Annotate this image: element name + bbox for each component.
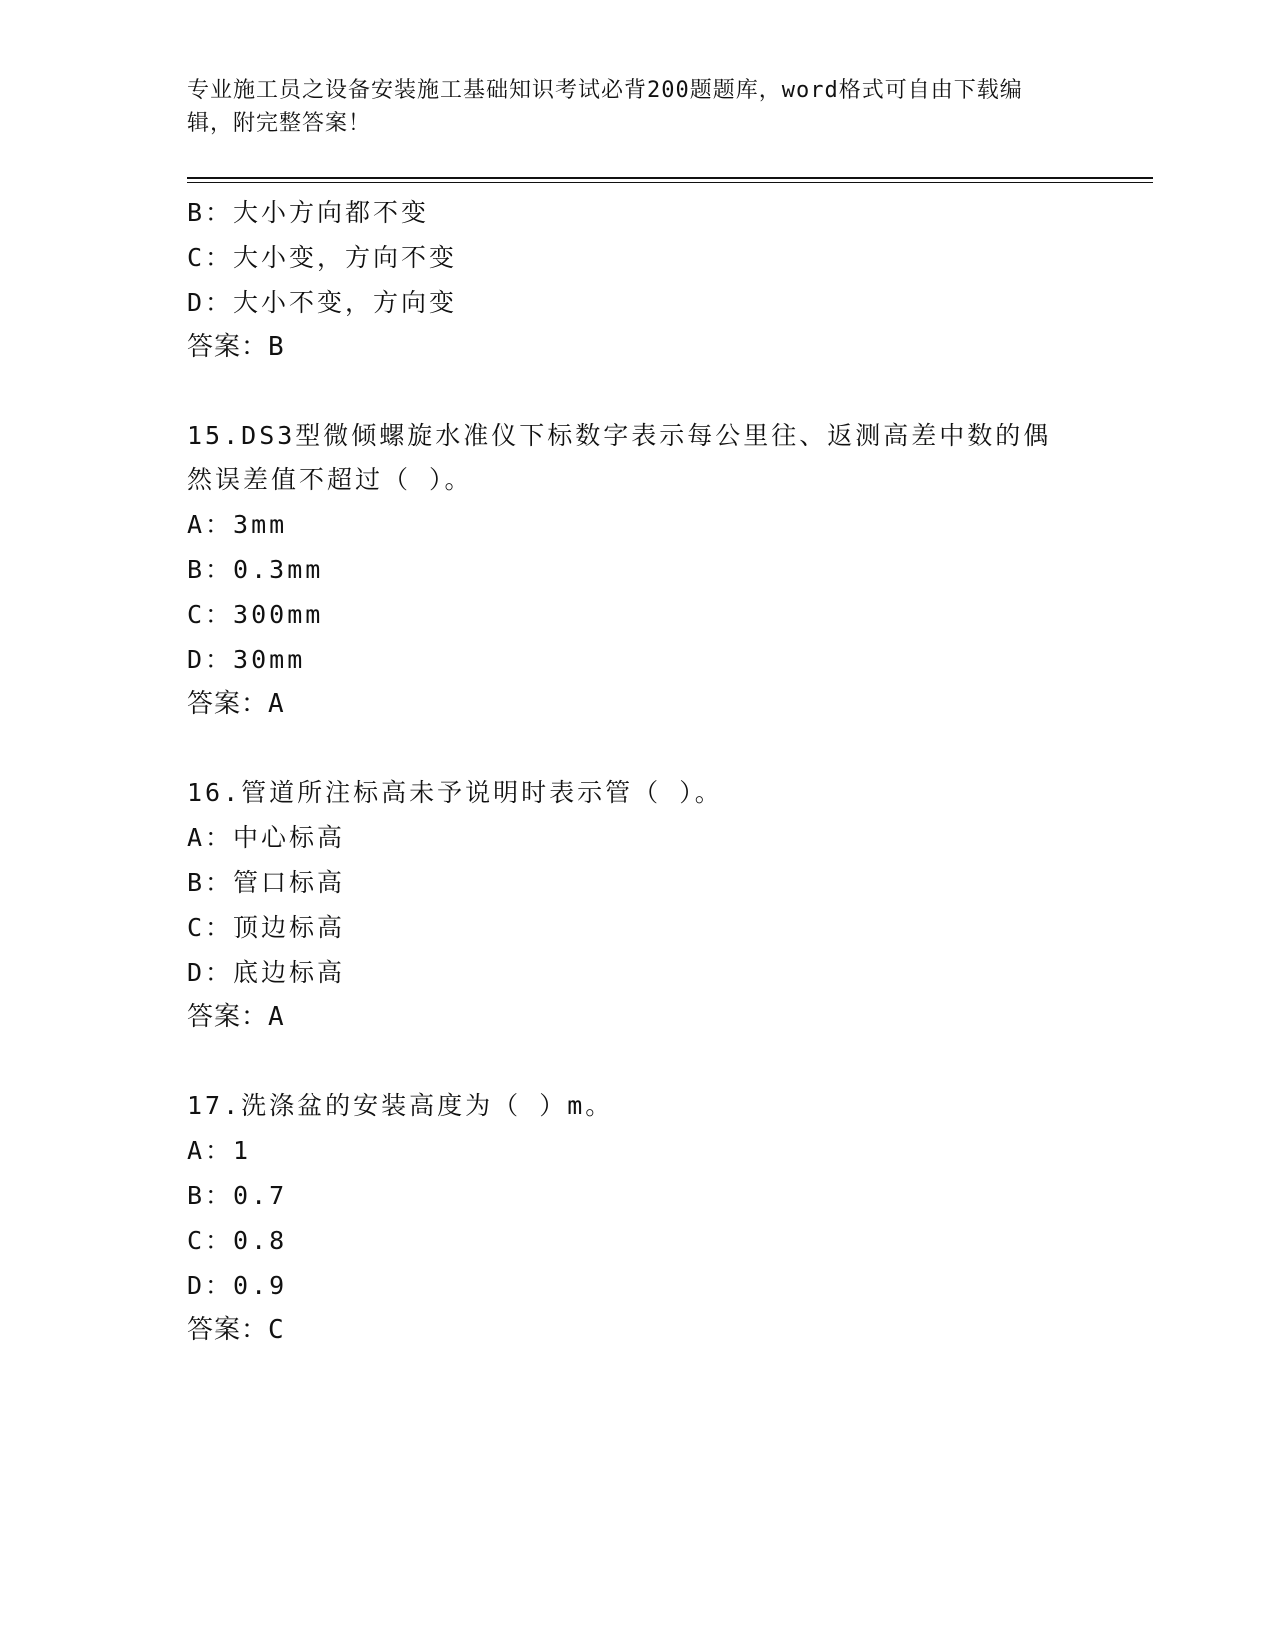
header-divider-thick: [187, 177, 1153, 179]
header-divider-thin: [187, 182, 1153, 183]
option-c: C：顶边标高: [187, 913, 346, 942]
option-d: D：30mm: [187, 645, 306, 674]
option-b: B：0.7: [187, 1181, 288, 1210]
document-header: 专业施工员之设备安装施工基础知识考试必背200题题库，word格式可自由下载编辑，附完整答案！: [187, 78, 1023, 136]
option-b: B：0.3mm: [187, 555, 324, 584]
answer-line: 答案：C: [187, 1315, 285, 1345]
option-d: D：大小不变，方向变: [187, 288, 458, 317]
answer-line: 答案：B: [187, 332, 285, 362]
option-a: A：1: [187, 1136, 252, 1165]
option-d: D：0.9: [187, 1271, 288, 1300]
option-c: C：300mm: [187, 600, 324, 629]
question-17: [187, 1084, 1153, 1353]
answer-line: 答案：A: [187, 689, 285, 719]
question-text: 16.管道所注标高未予说明时表示管（ ）。: [187, 778, 723, 807]
question-text: 15.DS3型微倾螺旋水准仪下标数字表示每公里往、返测高差中数的偶然误差值不超过（ ）。: [187, 421, 1052, 494]
option-b: B：管口标高: [187, 868, 346, 897]
option-d: D：底边标高: [187, 958, 346, 987]
option-c: C：0.8: [187, 1226, 288, 1255]
question-text: 17.洗涤盆的安装高度为（ ）m。: [187, 1091, 614, 1120]
prev-question-block: [187, 190, 1153, 370]
answer-line: 答案：A: [187, 1002, 285, 1032]
question-15: [187, 414, 1153, 727]
question-list: [187, 190, 1153, 1353]
option-c: C：大小变，方向不变: [187, 243, 458, 272]
option-a: A：中心标高: [187, 823, 346, 852]
question-16: [187, 771, 1153, 1040]
option-a: A：3mm: [187, 510, 288, 539]
option-b: B：大小方向都不变: [187, 198, 430, 227]
